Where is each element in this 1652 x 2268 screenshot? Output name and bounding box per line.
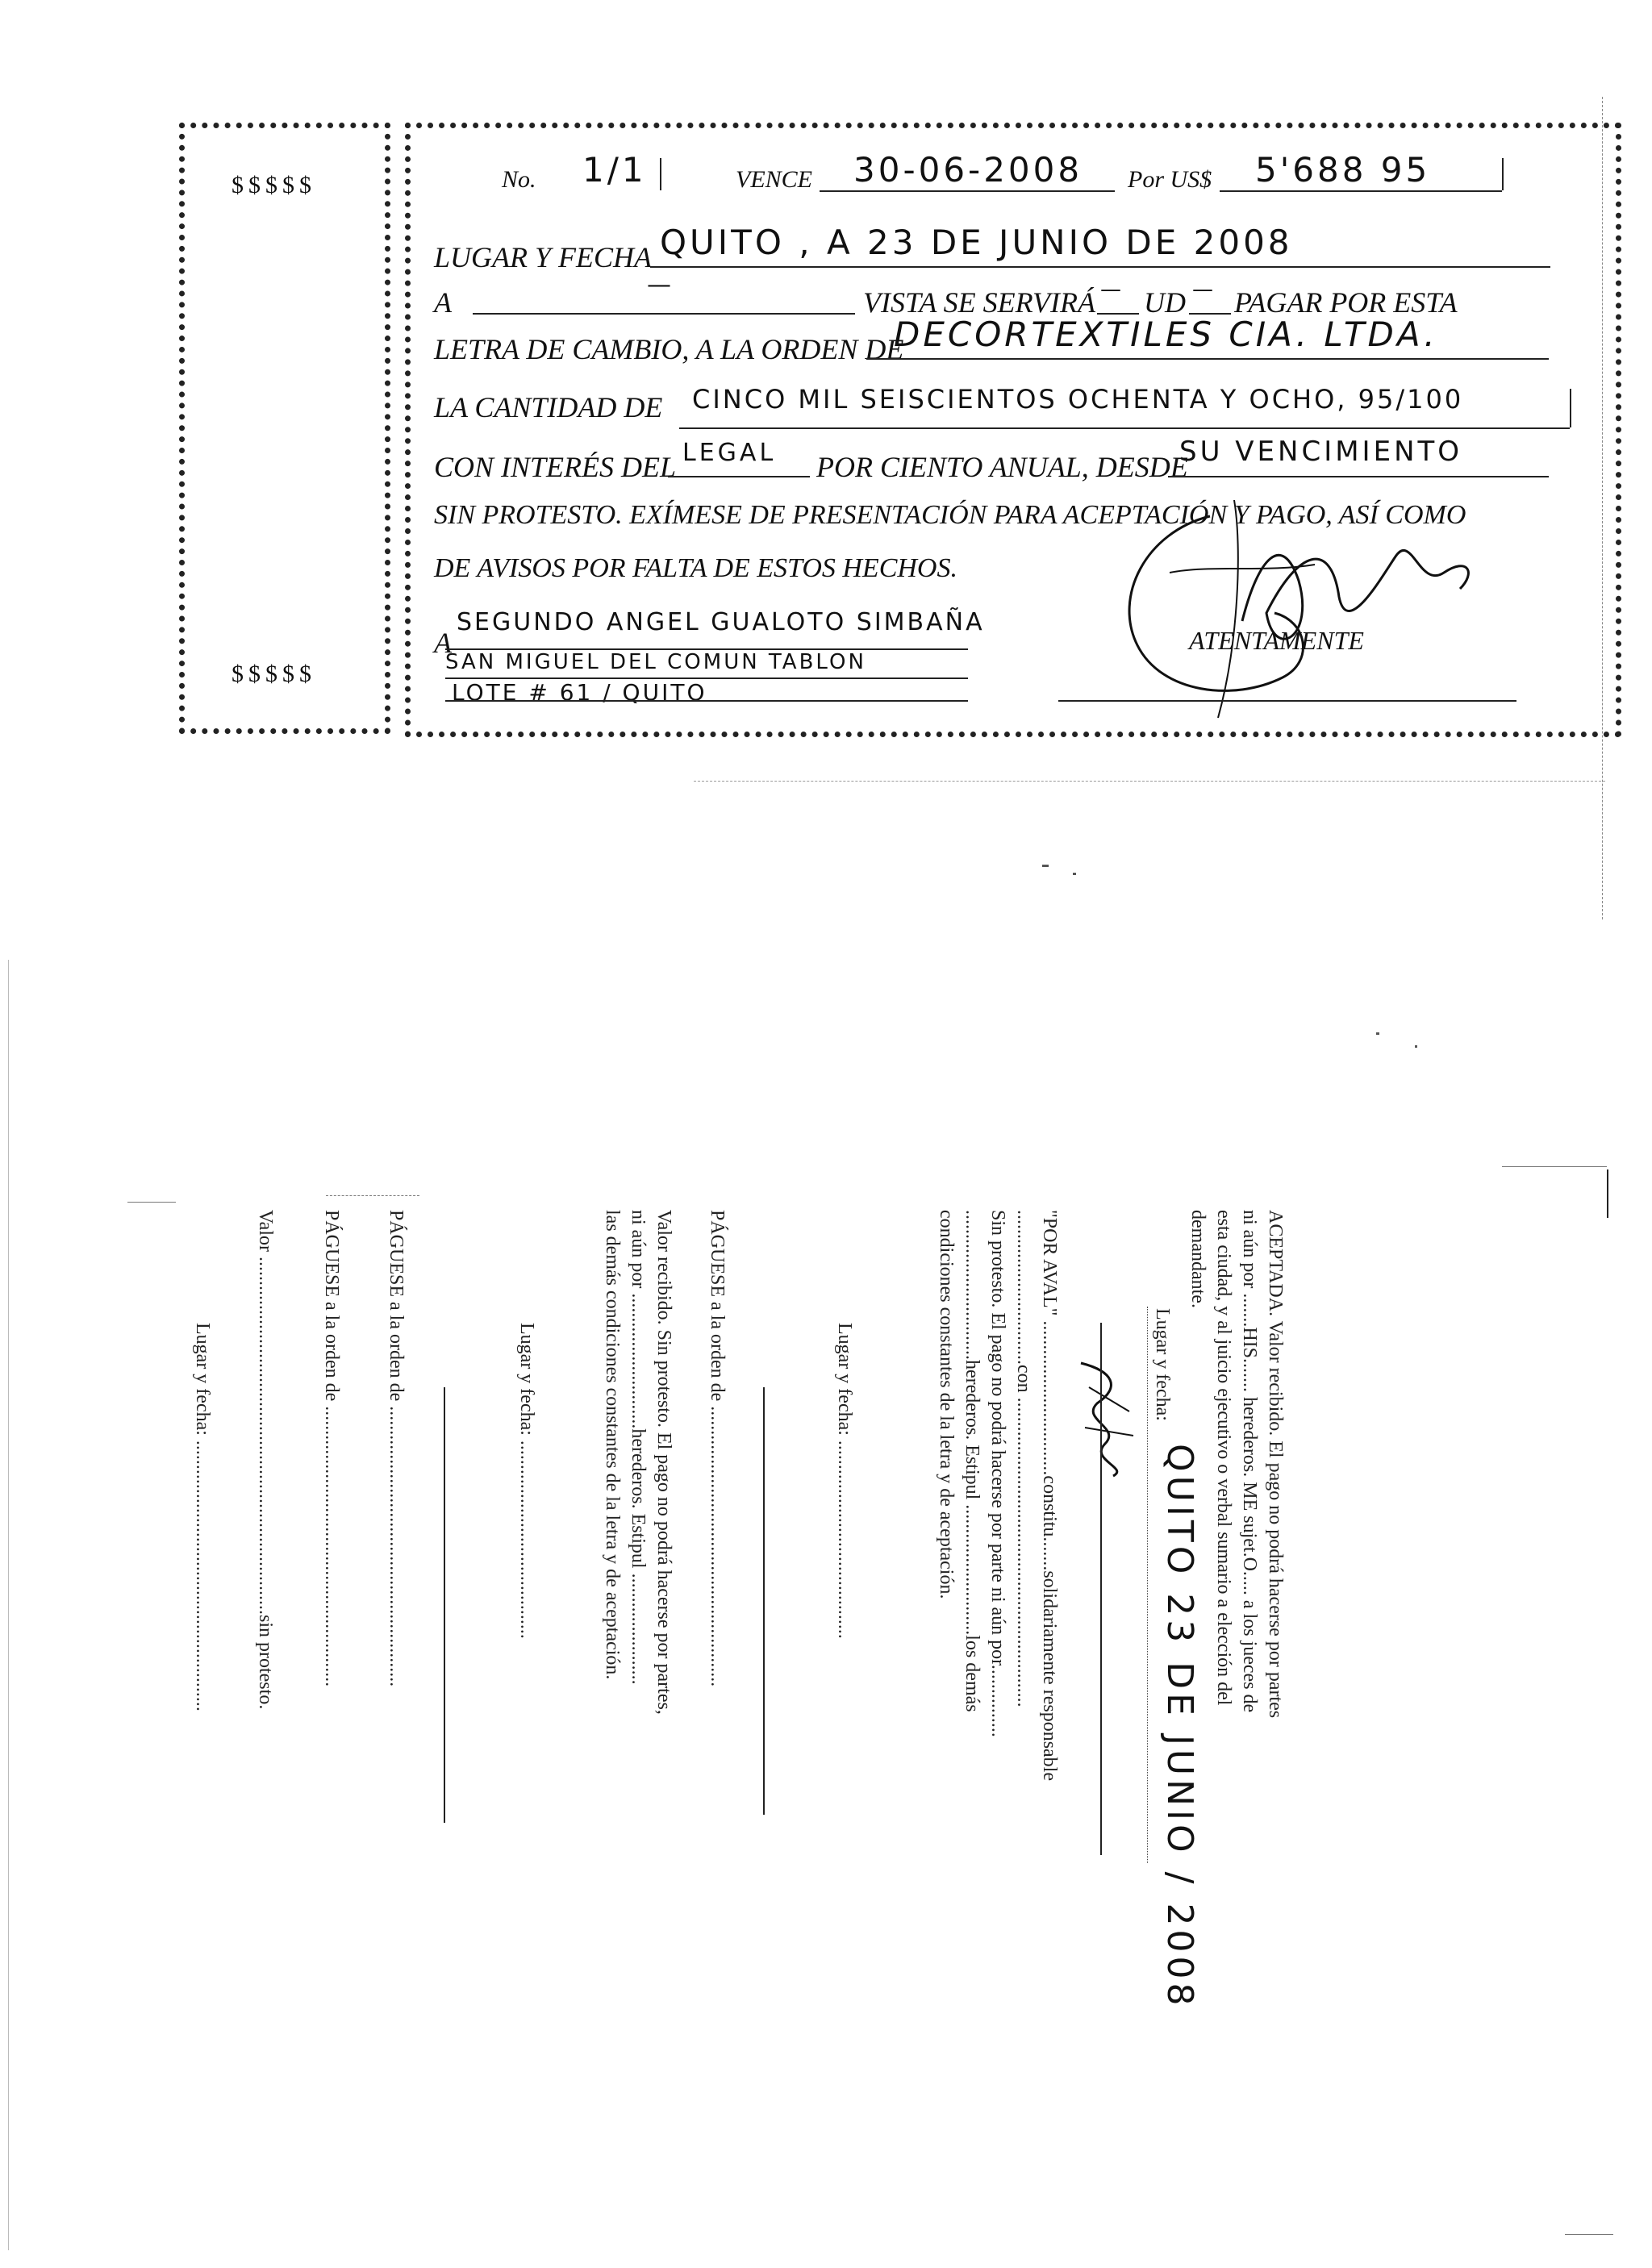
recipient-line3: LOTE # 61 / QUITO — [452, 679, 707, 706]
valor-line-1: Valor recibido. Sin protesto. El pago no podrá hacerse por partes, — [653, 1210, 674, 1715]
valor-line-4: Valor ..........................................................................sin protesto. — [255, 1210, 276, 1710]
avisos-text: DE AVISOS POR FALTA DE ESTOS HECHOS. — [434, 553, 957, 583]
por-aval-line-2: ................................con ................................................................ — [1013, 1210, 1034, 1707]
lugar-fecha-1-rule — [1147, 1307, 1148, 1863]
signature-rule-3 — [444, 1387, 445, 1823]
signature-line — [1058, 700, 1516, 702]
number-value: 1/1 — [582, 150, 647, 190]
lugar-label: LUGAR Y FECHA — [434, 241, 652, 273]
vista-label: VISTA SE SERVIRÁ — [863, 286, 1095, 319]
lugar-fecha-1-value: QUITO 23 DE JUNIO / 2008 — [1159, 1444, 1200, 2010]
scan-corner-rule — [1565, 2234, 1613, 2235]
a-label: A — [434, 286, 452, 319]
lugar-fecha-3: Lugar y fecha: ......................................... — [516, 1323, 537, 1639]
por-aval-line-5: condiciones constantes de la letra y de aceptación. — [936, 1210, 957, 1599]
lugar-fecha-1-label: Lugar y fecha: — [1152, 1308, 1173, 1421]
stub-dollar-top: $$$$$ — [232, 172, 316, 198]
back-top-rule-right — [1502, 1166, 1607, 1167]
por-aval-line-3: Sin protesto. El pago no podrá hacerse por parte ni aún por............... — [987, 1210, 1008, 1737]
aceptada-line-2: ni aún por .......HIS....... herederos. ME sujet.O..... a los jueces de — [1239, 1210, 1260, 1713]
paguese-line-1: PÁGUESE a la orden de .......................................................... — [707, 1210, 728, 1687]
orden-label: LETRA DE CAMBIO, A LA ORDEN DE — [434, 333, 904, 365]
paguese-line-2: PÁGUESE a la orden de .......................................................... — [386, 1210, 407, 1687]
interes-label: CON INTERÉS DEL — [434, 451, 677, 483]
lugar-fecha-4: Lugar y fecha: ........................................................ — [192, 1323, 213, 1711]
lugar-fecha-2: Lugar y fecha: ......................................... — [834, 1323, 855, 1639]
a-line — [473, 313, 855, 315]
aval-signature — [1065, 1355, 1145, 1484]
ciento-label: POR CIENTO ANUAL, DESDE — [816, 451, 1188, 483]
vence-label: VENCE — [736, 166, 812, 193]
recipient-a-label: A — [434, 627, 452, 659]
por-line — [1220, 190, 1502, 192]
por-aval-line-1: "POR AVAL" ................................constitu.......solidariamente responsable — [1039, 1210, 1060, 1781]
cantidad-line — [679, 427, 1570, 429]
scan-speck — [1376, 1032, 1379, 1035]
signature — [1073, 484, 1492, 726]
paguese-line-3: PÁGUESE a la orden de .......................................................... — [321, 1210, 342, 1687]
aceptada-line-3: esta ciudad, y al juicio ejecutivo o verbal sumario a elección del — [1213, 1210, 1234, 1706]
bill-stub — [179, 123, 390, 734]
back-corner-mark — [1607, 1169, 1608, 1218]
atentamente-label: ATENTAMENTE — [1189, 626, 1364, 655]
vence-line — [820, 190, 1115, 192]
scan-edge-vertical — [1602, 97, 1603, 919]
recipient-line3-rule — [445, 700, 968, 702]
lugar-value: QUITO , A 23 DE JUNIO DE 2008 — [660, 223, 1293, 262]
back-top-rule-mid — [326, 1195, 419, 1196]
recipient-line1: SEGUNDO ANGEL GUALOTO SIMBAÑA — [457, 608, 985, 636]
vence-value: 30-06-2008 — [853, 150, 1083, 190]
por-box-edge — [1502, 158, 1504, 190]
a-value: — — [647, 271, 674, 299]
scan-left-edge — [8, 960, 9, 2250]
cantidad-value: CINCO MIL SEISCIENTOS OCHENTA Y OCHO, 95/100 — [692, 384, 1464, 415]
aval-signature-rule — [1100, 1323, 1102, 1855]
cantidad-label: LA CANTIDAD DE — [434, 391, 663, 423]
recipient-line2: SAN MIGUEL DEL COMUN TABLON — [445, 650, 866, 674]
orden-line — [866, 358, 1549, 360]
lugar-line — [650, 266, 1550, 268]
protesto-text: SIN PROTESTO. EXÍMESE DE PRESENTACIÓN PARA ACEPTACIÓN Y PAGO, ASÍ COMO — [434, 500, 1466, 530]
aceptada-line-4: demandante. — [1187, 1210, 1208, 1308]
desde-line — [1168, 476, 1549, 477]
por-label: Por US$ — [1128, 166, 1212, 193]
desde-value: SU VENCIMIENTO — [1179, 436, 1463, 468]
back-top-rule-left — [127, 1202, 176, 1203]
por-aval-line-4: ...............................herederos. Estipul ...........................los demás — [962, 1210, 982, 1712]
valor-line-3: las demás condiciones constantes de la letra y de aceptación. — [602, 1210, 623, 1680]
signature-rule-2 — [763, 1387, 765, 1815]
scan-speck — [1042, 865, 1049, 867]
ud-value: — — [1192, 277, 1216, 302]
interes-line — [668, 476, 810, 477]
scan-speck — [1073, 873, 1076, 875]
cantidad-box-edge — [1570, 389, 1571, 427]
number-box-edge — [660, 158, 661, 190]
vista-value: — — [1100, 277, 1124, 302]
orden-value: DECORTEXTILES CIA. LTDA. — [894, 315, 1438, 354]
stub-dollar-bottom: $$$$$ — [232, 661, 316, 687]
number-label: No. — [502, 166, 536, 193]
interes-value: LEGAL — [682, 439, 777, 467]
pagar-label: PAGAR POR ESTA — [1234, 286, 1458, 319]
por-value: 5'688 95 — [1255, 150, 1431, 190]
scan-speck — [1415, 1045, 1417, 1048]
ud-label: UD — [1144, 286, 1186, 319]
scan-edge-line — [694, 781, 1605, 782]
aceptada-line-1: ACEPTADA. Valor recibido. El pago no podrá hacerse por partes — [1265, 1210, 1286, 1719]
valor-line-2: ni aún por ............................herederos. Estipul ....................... — [628, 1210, 649, 1685]
